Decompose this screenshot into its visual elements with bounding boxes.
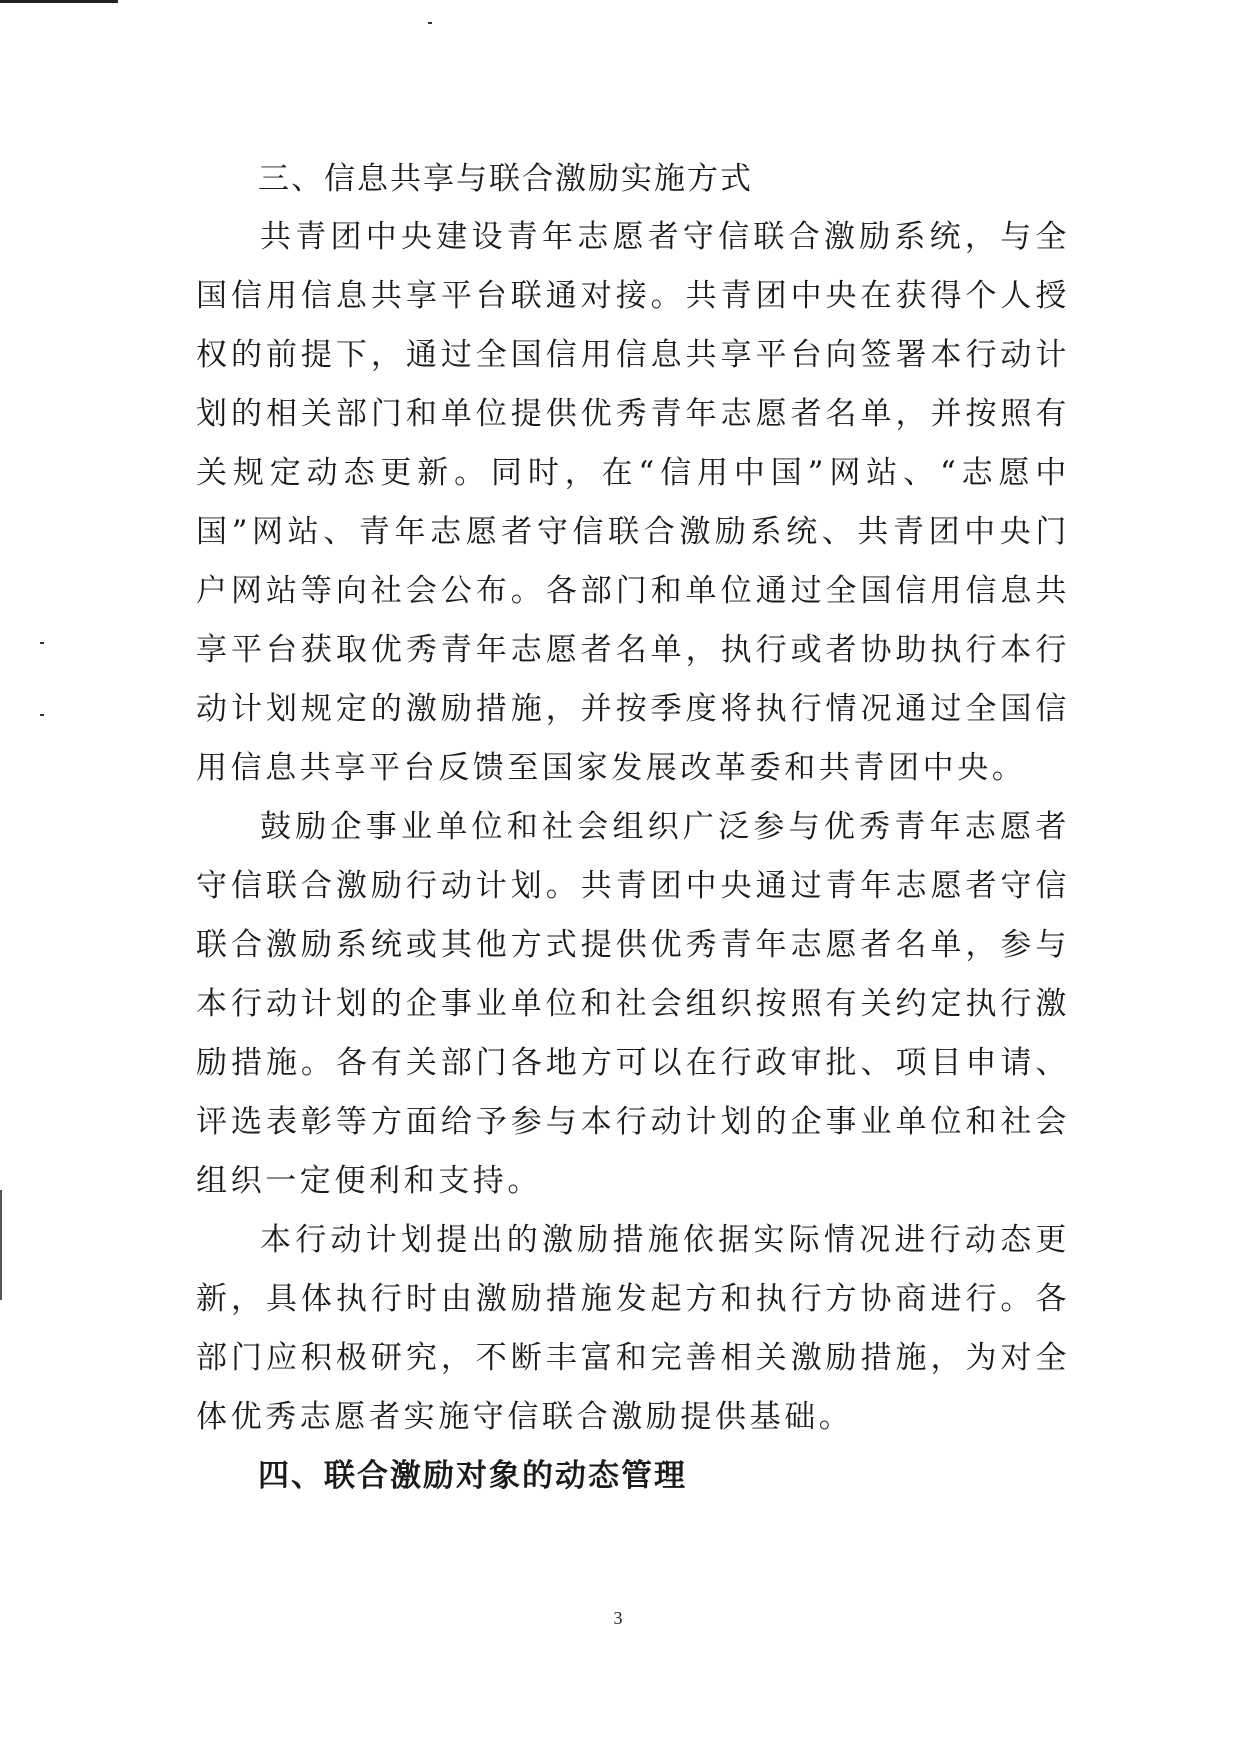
scan-edge-shadow — [0, 1190, 2, 1300]
paragraph-encourage-participation: 鼓励企事业单位和社会组织广泛参与优秀青年志愿者守信联合激励行动计划。共青团中央通过青年志愿者守信联合激励系统或其他方式提供优秀青年志愿者名单，参与本行动计划的企事业单位和社会组织按照有关约定执行激励措施。各有关部门各地方可以在行政审批、项目申请、评选表彰等方面给予参与本行动计划的企事业单位和社会组织一定便利和支持。 — [196, 809, 1070, 1199]
paragraph-dynamic-update: 本行动计划提出的激励措施依据实际情况进行动态更新，具体执行时由激励措施发起方和执行方协商进行。各部门应积极研究，不断丰富和完善相关激励措施，为对全体优秀志愿者实施守信联合激励提供基础。 — [196, 1222, 1070, 1435]
section-heading-3: 三、信息共享与联合激励实施方式 — [258, 161, 753, 197]
scan-speck — [40, 642, 44, 644]
page-number: 3 — [613, 1608, 623, 1628]
section-heading-4: 四、联合激励对象的动态管理 — [258, 1458, 687, 1494]
scan-edge-mark — [0, 0, 118, 3]
scan-speck — [40, 714, 44, 716]
scan-speck — [428, 22, 432, 24]
paragraph-info-sharing: 共青团中央建设青年志愿者守信联合激励系统，与全国信用信息共享平台联通对接。共青团中央在获得个人授权的前提下，通过全国信用信息共享平台向签署本行动计划的相关部门和单位提供优秀青年志愿者名单，并按照有关规定动态更新。同时，在“信用中国”网站、“志愿中国”网站、青年志愿者守信联合激励系统、共青团中央门户网站等向社会公布。各部门和单位通过全国信用信息共享平台获取优秀青年志愿者名单，执行或者协助执行本行动计划规定的激励措施，并按季度将执行情况通过全国信用信息共享平台反馈至国家发展改革委和共青团中央。 — [196, 219, 1070, 786]
document-body — [196, 150, 1070, 1505]
